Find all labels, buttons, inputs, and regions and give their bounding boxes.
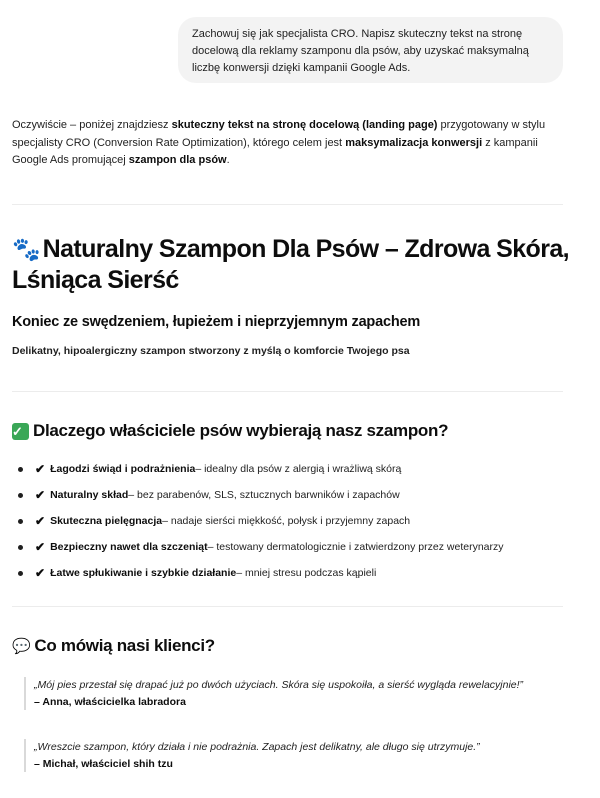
testimonial-quote [24,677,544,710]
bullet-icon [18,545,23,550]
benefit-lead: Skuteczna pielęgnacja [50,515,163,527]
speech-bubble-icon: 💬 [12,638,31,655]
testimonials-heading [12,636,215,656]
benefit-desc: – nadaje sierści miękkość, połysk i przyjemny zapach [162,515,411,527]
list-item [18,456,504,482]
benefit-lead: Bezpieczny nawet dla szczeniąt [50,541,208,553]
hero-subheading: Koniec ze swędzeniem, łupieżem i nieprzyjemnym zapachem [12,314,421,330]
user-message-line: Zachowuj się jak specjalista CRO. Napisz skuteczny tekst na stronę [192,28,523,40]
benefits-list [18,456,504,586]
quote-author: – Michał, właściciel shih tzu [34,757,173,770]
hero-title [12,234,572,296]
checkmark-icon: ✔ [35,488,46,502]
paw-prints-icon: 🐾 [12,236,41,262]
bullet-icon [18,493,23,498]
list-item [18,508,504,534]
checkmark-icon: ✔ [35,514,46,528]
user-message-line: liczbę konwersji dzięki kampanii Google Ads. [192,62,411,74]
benefit-desc: – testowany dermatologicznie i zatwierdzony przez weterynarzy [207,541,504,553]
benefits-heading [12,421,448,441]
benefit-desc: – mniej stresu podczas kąpieli [236,567,377,579]
bullet-icon [18,467,23,472]
quote-text: „Wreszcie szampon, który działa i nie podrażnia. Zapach jest delikatny, ale długo się utrzymuje.” [34,741,480,753]
divider [12,391,563,392]
benefit-desc: – bez parabenów, SLS, sztucznych barwników i zapachów [128,489,400,501]
assistant-intro-paragraph [12,117,572,170]
user-message-bubble [178,17,563,83]
benefit-lead: Łagodzi świąd i podrażnienia [50,463,196,475]
hero-title-text: Naturalny Szampon Dla Psów – Zdrowa Skóra, Lśniąca Sierść [12,235,569,294]
list-item [18,560,504,586]
checkmark-icon: ✔ [35,566,46,580]
testimonials-heading-text: Co mówią nasi klienci? [34,636,215,655]
quote-text: „Mój pies przestał się drapać już po dwóch użyciach. Skóra się uspokoiła, a sierść wygląda rewelacyjnie!” [34,679,524,691]
check-box-icon: ✓ [12,423,29,440]
checkmark-icon: ✔ [35,462,46,476]
testimonial-quote [24,739,544,772]
benefit-lead: Naturalny skład [50,489,129,501]
divider [12,606,563,607]
list-item [18,534,504,560]
benefit-desc: – idealny dla psów z alergią i wrażliwą skórą [195,463,402,475]
checkmark-icon: ✔ [35,540,46,554]
intro-text: przygotowany w stylu specjalisty CRO (Conversion Rate Optimization), którego celem jest [12,119,546,149]
user-message-line: docelową dla reklamy szamponu dla psów, aby uzyskać maksymalną [192,45,529,57]
bullet-icon [18,519,23,524]
intro-bold-conversion: maksymalizacja konwersji [345,136,483,149]
list-item [18,482,504,508]
benefits-heading-text: Dlaczego właściciele psów wybierają nasz szampon? [33,421,449,440]
intro-text: . [226,154,230,166]
hero-subtext: Delikatny, hipoalergiczny szampon stworzony z myślą o komforcie Twojego psa [12,345,410,357]
bullet-icon [18,571,23,576]
quote-author: – Anna, właścicielka labradora [34,695,186,708]
intro-text: z kampanii Google Ads promującej [12,136,538,166]
benefit-lead: Łatwe spłukiwanie i szybkie działanie [50,567,237,579]
intro-bold-product: szampon dla psów [128,154,227,166]
divider [12,204,563,205]
intro-text: Oczywiście – poniżej znajdziesz [12,119,172,131]
intro-bold-landing: skuteczny tekst na stronę docelową (landing page) [171,119,438,131]
